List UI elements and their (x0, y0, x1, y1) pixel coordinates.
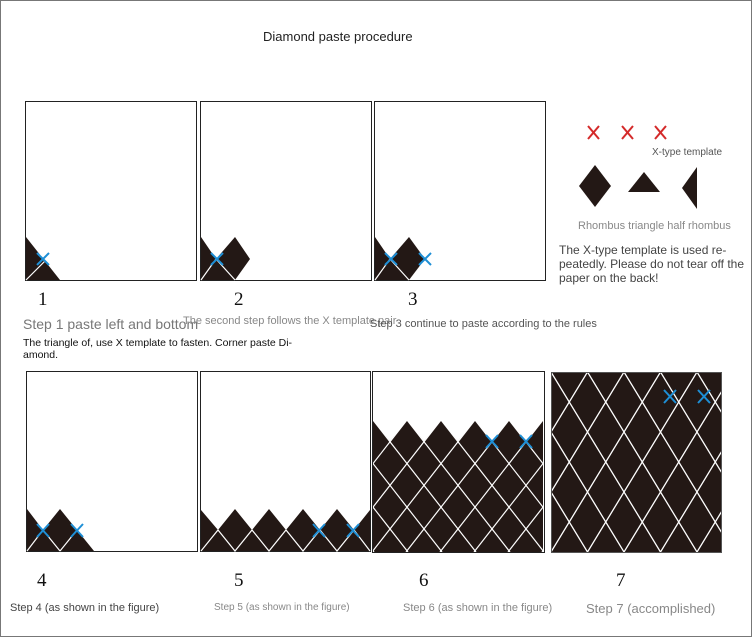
step-7-number: 7 (616, 570, 626, 591)
page-title: Diamond paste procedure (263, 29, 413, 44)
rhombus-shape (579, 165, 611, 207)
half-rhombus-shape (682, 167, 697, 209)
step-5-number: 5 (234, 570, 244, 591)
step-1-number: 1 (38, 289, 48, 310)
warning-note: The X-type template is used re- peatedly. Please do not tear off the paper on the back! (559, 243, 745, 285)
shapes-label: Rhombus triangle half rhombus (578, 220, 731, 232)
legend (579, 126, 697, 209)
step-1-panel (26, 102, 197, 281)
step-1-caption: Step 1 paste left and bottom (23, 316, 199, 332)
step-3-number: 3 (408, 289, 418, 310)
x-template-label: X-type template (652, 147, 723, 158)
step-5-caption: Step 5 (as shown in the figure) (214, 602, 350, 613)
step-7-caption: Step 7 (accomplished) (586, 601, 716, 616)
step-2-number: 2 (234, 289, 244, 310)
triangle-shape (628, 172, 660, 192)
step-3-caption: Step 3 continue to paste according to the rules (370, 318, 597, 330)
step-1-note: The triangle of, use X template to fasten. Corner paste Di- amond. (23, 337, 293, 361)
step-4-caption: Step 4 (as shown in the figure) (10, 602, 160, 614)
step-2-panel (201, 102, 372, 281)
step-7-panel (551, 372, 722, 553)
step-6-number: 6 (419, 570, 429, 591)
x-template-red-mark (588, 126, 666, 139)
step-2-caption: The second step follows the X template pair (183, 315, 397, 327)
step-6-caption: Step 6 (as shown in the figure) (403, 602, 553, 614)
step-4-number: 4 (37, 570, 47, 591)
step-3-panel (375, 102, 546, 281)
step-5-panel (201, 372, 371, 552)
step-4-panel (27, 372, 198, 552)
